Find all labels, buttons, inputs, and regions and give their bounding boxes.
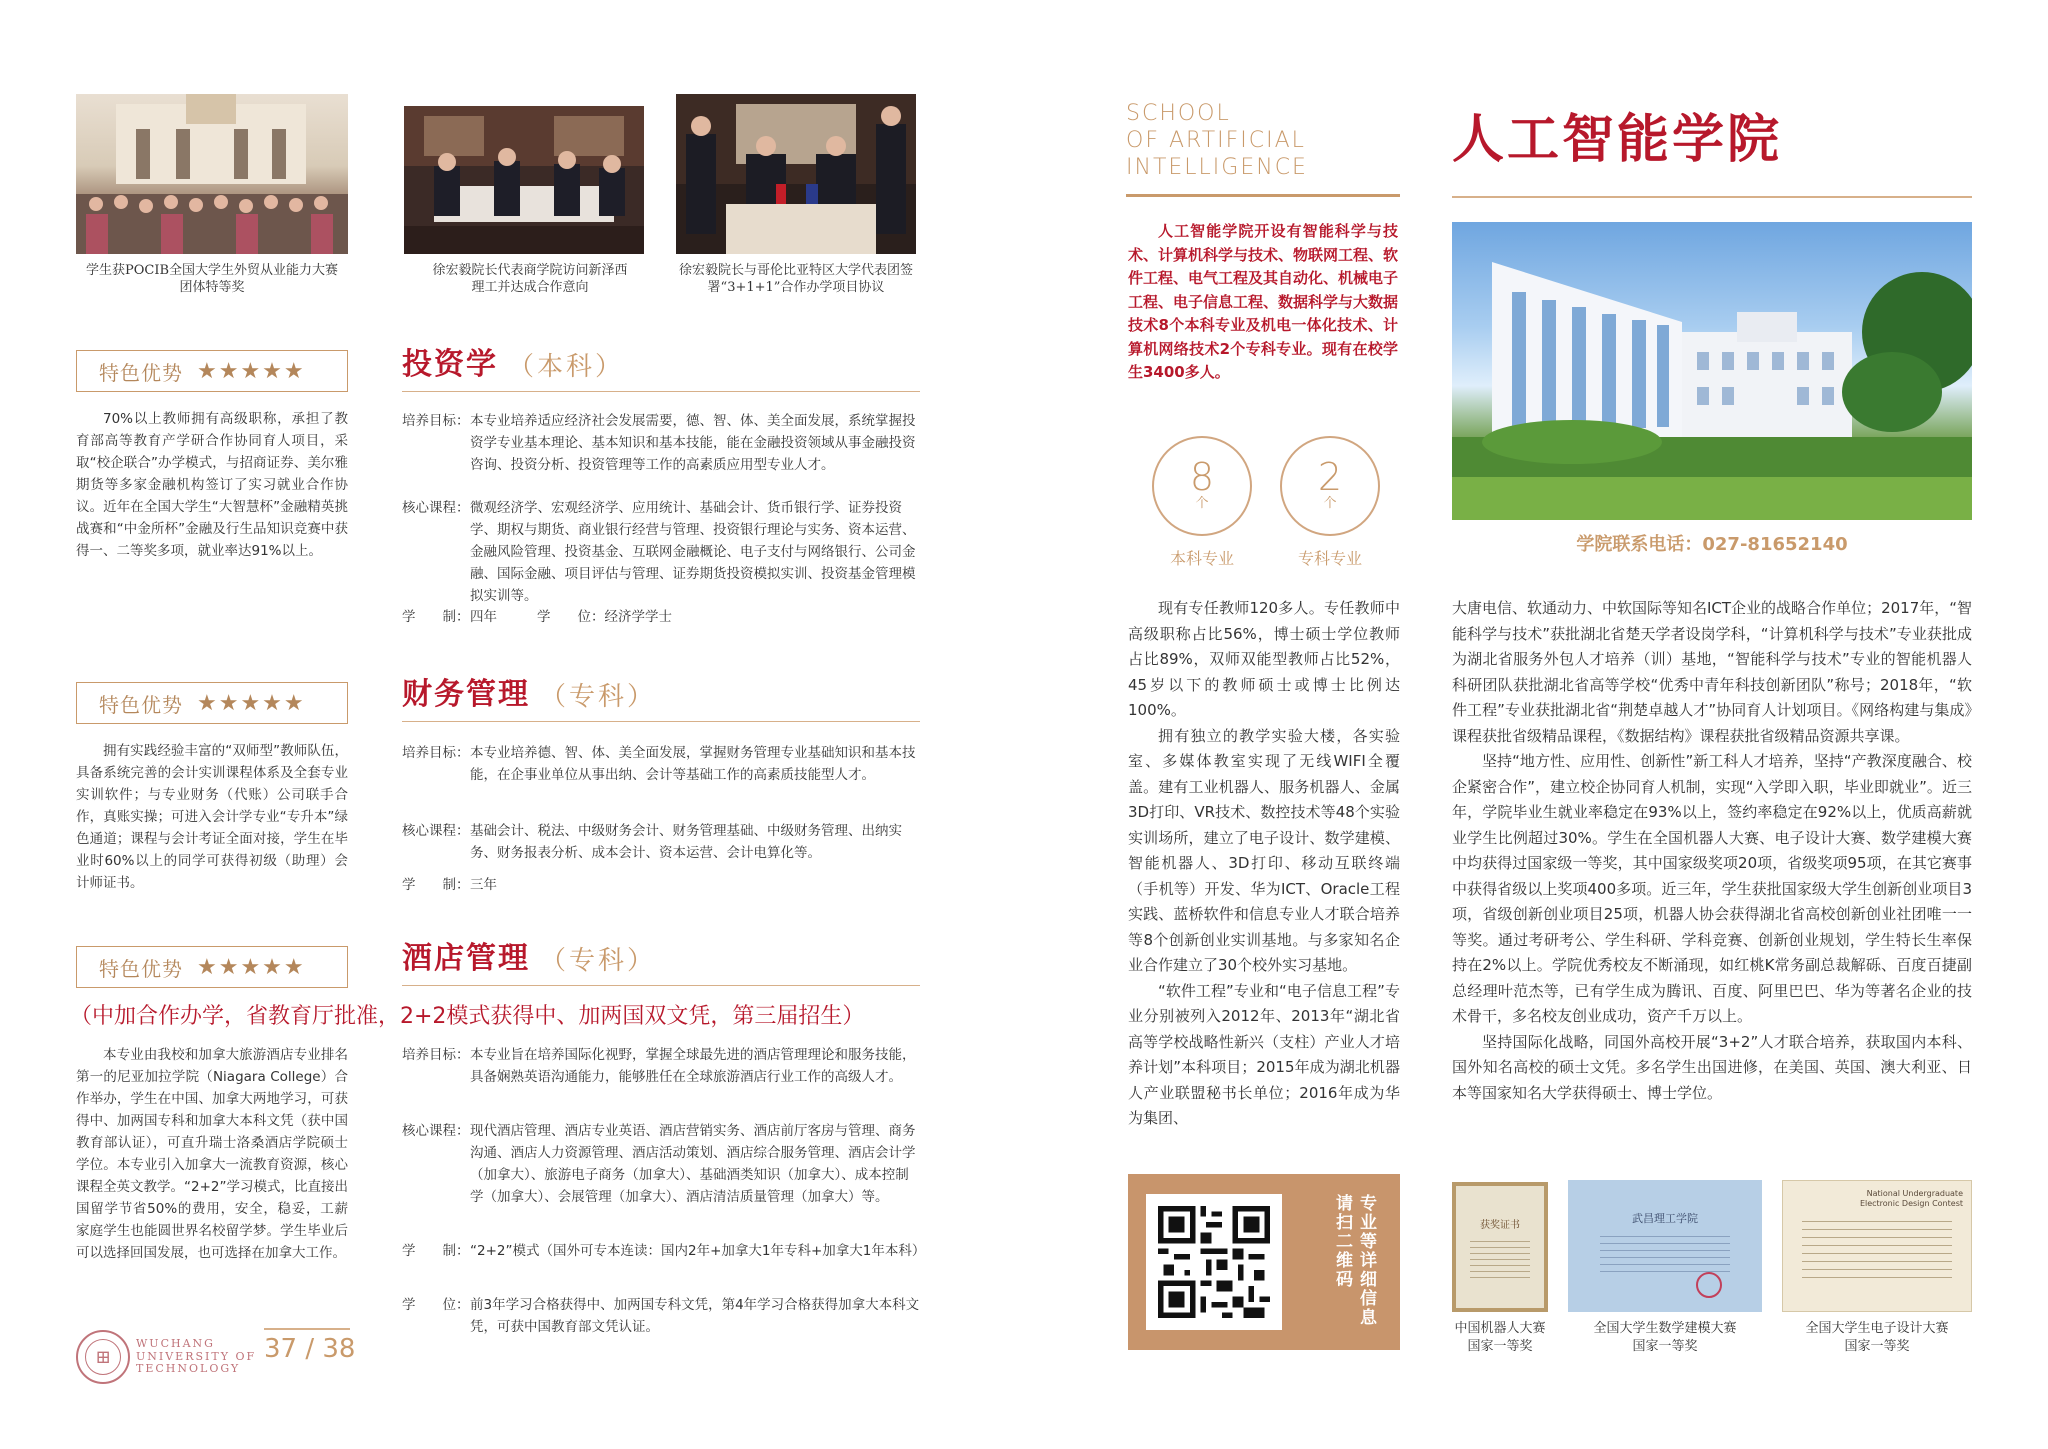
- footer-divider: [264, 1328, 350, 1330]
- paragraph: 坚持“地方性、应用性、创新性”新工科人才培养，坚持“产教深度融合、校企紧密合作”，建立校企协同育人机制，实现“入学即入职，毕业即就业”。近三年，学院毕业生就业率稳定在93%以上，签约率稳定在92%以上，优质高薪就业学生比例超过30%。学生在全国机器人大赛、电子设计大赛、数学建模大赛中均获得过国家级一等奖，其中国家级奖项20项，省级奖项95项，在其它赛事中获得省级以上奖项400多项。近三年，学生获批国家级大学生创新创业项目3项，省级创新创业项目25项，机器人协会获得湖北省高校创新创业社团唯一一等奖。通过考研考公、学生科研、学科竞赛、创新创业规划，学生特长生率保持在2%以上。学院优秀校友不断涌现，如红桃K常务副总裁解砾、百度百捷副总经理叶范杰等，已有学生成为腾讯、百度、阿里巴巴、华为等著名企业的技术骨干，多名校友创业成功，资产千万以上。: [1452, 752, 1972, 1025]
- feature-text: 拥有实践经验丰富的“双师型”教师队伍，具备系统完善的会计实训课程体系及全套专业实训软件；与专业财务（代账）公司联手合作，真账实操；可进入会计学专业“专升本”绿色通道；课程与会计考证全面对接，学生在毕业时60%以上的同学可获得初级（助理）会计师证书。: [76, 743, 348, 891]
- field-key: 培养目标：: [402, 745, 470, 761]
- star-rating-icon: ★★★★★: [197, 358, 306, 384]
- stat-label: 本科专业: [1169, 549, 1234, 568]
- field-value: 前3年学习合格获得中、加两国专科文凭，第4年学习合格获得加拿大本科文凭，可获中国教育部文凭认证。: [470, 1297, 920, 1335]
- university-name-en: [136, 1338, 256, 1376]
- field-value: 现代酒店管理、酒店专业英语、酒店营销实务、酒店前厅客房与管理、商务沟通、酒店人力资源管理、酒店活动策划、酒店综合服务管理、酒店会计学（加拿大）、旅游电子商务（加拿大）、基础酒类知识（加拿大）、成本控制学（加拿大）、会展管理（加拿大）、酒店清洁质量管理（加拿大）等。: [470, 1123, 916, 1205]
- meeting-illustration: [404, 106, 644, 254]
- award-line: 国家一等奖: [1467, 1339, 1533, 1354]
- school-en-line: INTELLIGENCE: [1126, 155, 1308, 180]
- body-column-2: [1452, 596, 1972, 1106]
- award-certificate-math: [1568, 1180, 1762, 1312]
- qr-code-icon: [1158, 1206, 1270, 1318]
- award-line: 国家一等奖: [1632, 1339, 1698, 1354]
- field-key: 培养目标：: [402, 1047, 470, 1063]
- stat-undergrad-circle: [1152, 436, 1252, 536]
- seal-icon: ⊞: [85, 1339, 121, 1375]
- award-line: 全国大学生电子设计大赛: [1805, 1321, 1949, 1336]
- program-level: （专科）: [540, 682, 657, 712]
- cert-lines-icon: [1470, 1241, 1530, 1281]
- program-duration: [402, 874, 920, 896]
- stat-college-circle: [1280, 436, 1380, 536]
- field-key: 学 制：: [402, 609, 470, 625]
- divider: [1126, 194, 1400, 197]
- field-value: 本专业培养德、智、体、美全面发展，掌握财务管理专业基础知识和基本技能，在企事业单位从事出纳、会计等基础工作的高素质技能型人才。: [470, 745, 916, 783]
- logo-line: WUCHANG: [136, 1337, 215, 1350]
- divider: [1452, 196, 1972, 198]
- badge-label: 特色优势: [99, 956, 183, 981]
- program-duration: [402, 606, 920, 628]
- feature-text: 70%以上教师拥有高级职称，承担了教育部高等教育产学研合作协同育人项目，采取“校企联合”办学模式，与招商证券、美尔雅期货等多家金融机构签订了实习就业合作协议。近年在全国大学生“大智慧杯”金融精英挑战赛和“中金所杯”金融及行生品知识竞赛中获得一、二等奖多项，就业率达91%以上。: [76, 411, 348, 559]
- award-line: 中国机器人大赛: [1454, 1321, 1546, 1336]
- field-key: 核心课程：: [402, 1123, 470, 1139]
- photo-pocib-team: [76, 94, 348, 254]
- field-value: 本专业旨在培养国际化视野，掌握全球最先进的酒店管理理论和服务技能，具备娴熟英语沟通能力，能够胜任在全球旅游酒店行业工作的高级人才。: [470, 1047, 916, 1085]
- star-rating-icon: ★★★★★: [197, 690, 306, 716]
- program-heading: [402, 666, 920, 722]
- university-logo: [76, 1330, 130, 1384]
- cert-title: 获奖证书: [1480, 1220, 1520, 1231]
- field-key: 核心课程：: [402, 823, 470, 839]
- paragraph: 拥有独立的教学实验大楼，各实验室、多媒体教室实现了无线WIFI全覆盖。建有工业机器人、服务机器人、金属3D打印、VR技术、数控技术等48个实验实训场所，建立了电子设计、数学建模、智能机器人、3D打印、移动互联终端（手机等）开发、华为ICT、Oracle工程实践、蓝桥软件和信息专业人才联合培养等8个创新创业实训基地。与多家知名企业合作建立了30个校外实习基地。: [1128, 726, 1400, 974]
- cert-title: National Undergraduate Electronic Design Contest: [1859, 1189, 1963, 1208]
- cert-lines-icon: [1600, 1236, 1730, 1276]
- program-goal: [402, 1044, 920, 1088]
- feature-badge: [76, 682, 348, 724]
- feature-badge: [76, 350, 348, 392]
- contact-phone: 学院联系电话：027-81652140: [1576, 534, 1848, 555]
- campus-illustration: [1452, 222, 1972, 520]
- award-line: 国家一等奖: [1844, 1339, 1910, 1354]
- field-key: 核心课程：: [402, 500, 470, 516]
- qr-code[interactable]: [1146, 1194, 1282, 1330]
- program-title: 酒店管理: [402, 941, 530, 976]
- award-certificate-electronic: [1782, 1180, 1972, 1312]
- program-degree: [402, 1294, 920, 1338]
- school-en-line: SCHOOL: [1126, 101, 1231, 126]
- stat-number: 2: [1317, 455, 1343, 499]
- paragraph: 坚持国际化战略，同国外高校开展“3+2”人才联合培养，获取国内本科、国外知名高校的硕士文凭。多名学生出国进修，在美国、英国、澳大利亚、日本等国家知名大学获得硕士、博士学位。: [1452, 1032, 1972, 1102]
- school-name-en: [1126, 100, 1308, 181]
- field-key: 学 位：: [402, 1297, 470, 1313]
- program-goal: [402, 742, 920, 786]
- field-key: 学 制：: [402, 877, 470, 893]
- logo-line: TECHNOLOGY: [136, 1362, 241, 1375]
- photo-njit-visit: [404, 106, 644, 254]
- seal-icon: [1696, 1272, 1722, 1298]
- program-heading: [402, 930, 920, 986]
- program-heading: [402, 336, 920, 392]
- field-value: 本专业培养适应经济社会发展需要，德、智、体、美全面发展，系统掌握投资学专业基本理论、基本知识和基本技能，能在金融投资领域从事金融投资咨询、投资分析、投资管理等工作的高素质应用型专业人才。: [470, 413, 916, 473]
- school-intro: 人工智能学院开设有智能科学与技术、计算机科学与技术、物联网工程、软件工程、电气工程及其自动化、机械电子工程、电子信息工程、数据科学与大数据技术8个本科专业及机电一体化技术、计算机网络技术2个专科专业。现有在校学生3400多人。: [1128, 222, 1399, 381]
- qr-block: [1128, 1174, 1400, 1350]
- stat-label: 专科专业: [1297, 549, 1362, 568]
- program-level: （专科）: [540, 946, 657, 976]
- award-caption: [1440, 1320, 1560, 1356]
- stat-unit: 个: [1195, 496, 1209, 511]
- photo-caption: 徐宏毅院长与哥伦比亚特区大学代表团签署“3+1+1”合作办学项目协议: [678, 263, 913, 295]
- field-value: 四年: [470, 609, 497, 625]
- program-courses: [402, 497, 920, 607]
- stat-number: 8: [1189, 455, 1215, 499]
- photo-caption: 徐宏毅院长代表商学院访问新泽西理工并达成合作意向: [432, 263, 628, 295]
- paragraph: 现有专任教师120多人。专任教师中高级职称占比56%，博士硕士学位教师占比89%，双师双能型教师占比52%，45岁以下的教师硕士或博士比例达100%。: [1128, 599, 1400, 719]
- photo-caption: 学生获POCIB全国大学生外贸从业能力大赛团体特等奖: [85, 263, 339, 295]
- field-key: 学 位：: [537, 609, 605, 625]
- program-level: （本科）: [508, 352, 625, 382]
- program-title: 财务管理: [402, 677, 530, 712]
- award-certificate-robot: [1452, 1182, 1548, 1312]
- school-en-line: OF ARTIFICIAL: [1126, 128, 1306, 153]
- award-caption: [1782, 1320, 1972, 1356]
- field-value: 基础会计、税法、中级财务会计、财务管理基础、中级财务管理、出纳实务、财务报表分析、成本会计、资本运营、会计电算化等。: [470, 823, 902, 861]
- feature-text: 本专业由我校和加拿大旅游酒店专业排名第一的尼亚加拉学院（Niagara College）合作举办，学生在中国、加拿大两地学习，可获得中、加两国专科和加拿大本科文凭（获中国教育部认证），可直升瑞士洛桑酒店学院硕士学位。本专业引入加拿大一流教育资源，核心课程全英文教学。“2+2”学习模式，比直接出国留学节省50%的费用，安全，稳妥，工薪家庭学生也能圆世界名校留学梦。学生毕业后可以选择回国发展，也可选择在加拿大工作。: [76, 1047, 348, 1261]
- body-column-1: [1128, 596, 1400, 1132]
- field-value: 微观经济学、宏观经济学、应用统计、基础会计、货币银行学、证券投资学、期权与期货、商业银行经营与管理、投资银行理论与实务、资本运营、金融风险管理、投资基金、互联网金融概论、电子支付与网络银行、公司金融、国际金融、项目评估与管理、证券期货投资模拟实训、投资基金管理模拟实训等。: [470, 500, 916, 604]
- award-caption: [1568, 1320, 1762, 1356]
- feature-badge: [76, 946, 348, 988]
- program-title: 投资学: [402, 347, 498, 382]
- program-goal: [402, 410, 920, 476]
- page-number: 37 / 38: [264, 1334, 356, 1364]
- qr-caption: 专业等详细信息请扫二维码: [1332, 1194, 1376, 1327]
- logo-line: UNIVERSITY OF: [136, 1349, 257, 1363]
- field-value: 三年: [470, 877, 497, 893]
- building-illustration: [76, 94, 348, 254]
- field-value: “2+2”模式（国外可专本连读：国内2年+加拿大1年专科+加拿大1年本科）: [470, 1243, 926, 1259]
- paragraph: 大唐电信、软通动力、中软国际等知名ICT企业的战略合作单位；2017年，“智能科学与技术”获批湖北省楚天学者设岗学科，“计算机科学与技术”专业获批成为湖北省服务外包人才培养（训）基地，“智能科学与技术”专业的智能机器人科研团队获批湖北省高等学校“优秀中青年科技创新团队”称号；2018年，“软件工程”专业获批湖北省“荆楚卓越人才”协同育人计划项目。《网络构建与集成》课程获批省级精品课程，《数据结构》课程获批省级精品资源共享课。: [1452, 599, 1973, 745]
- cert-lines-icon: [1802, 1221, 1952, 1281]
- school-title: 人工智能学院: [1452, 109, 1783, 170]
- stat-unit: 个: [1323, 496, 1337, 511]
- program-duration: [402, 1240, 926, 1262]
- program-banner: （中加合作办学，省教育厅批准，2+2模式获得中、加两国双文凭，第三届招生）: [70, 1004, 865, 1029]
- paragraph: “软件工程”专业和“电子信息工程”专业分别被列入2012年、2013年“湖北省高等学校战略性新兴（支柱）产业人才培养计划”本科项目；2015年成为湖北机器人产业联盟秘书长单位；2016年成为华为集团、: [1128, 981, 1400, 1127]
- cert-title: 武昌理工学院: [1632, 1212, 1698, 1225]
- photo-agreement-signing: [676, 94, 916, 254]
- field-key: 学 制：: [402, 1243, 470, 1259]
- signing-illustration: [676, 94, 916, 254]
- program-courses: [402, 1120, 920, 1208]
- program-courses: [402, 820, 920, 864]
- campus-photo: [1452, 222, 1972, 520]
- star-rating-icon: ★★★★★: [197, 954, 306, 980]
- field-key: 培养目标：: [402, 413, 470, 429]
- award-line: 全国大学生数学建模大赛: [1593, 1321, 1737, 1336]
- field-value: 经济学学士: [604, 609, 672, 625]
- badge-label: 特色优势: [99, 692, 183, 717]
- badge-label: 特色优势: [99, 360, 183, 385]
